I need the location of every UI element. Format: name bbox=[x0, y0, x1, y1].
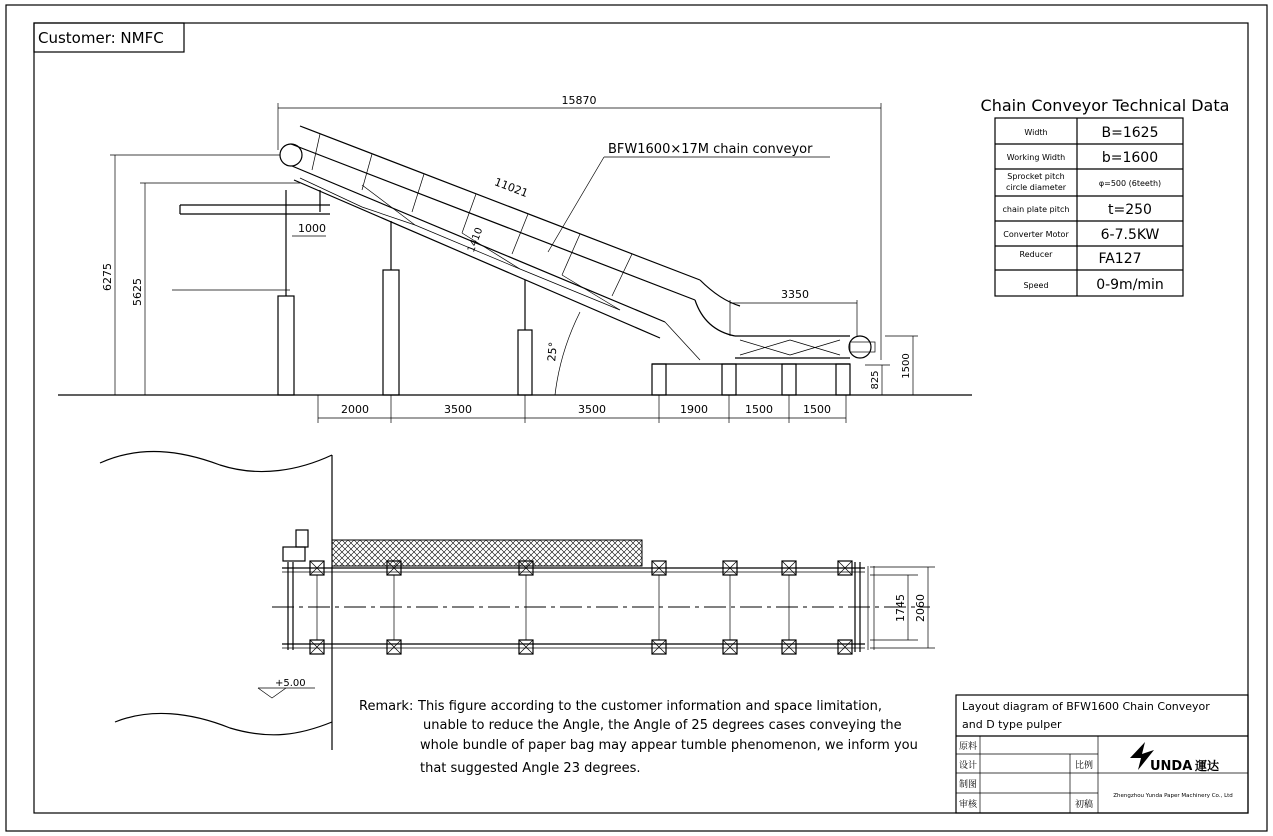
row-width-value: B=1625 bbox=[1101, 125, 1159, 141]
bottom-dim-2: 3500 bbox=[444, 403, 472, 416]
dim-incline-length: 11021 bbox=[492, 175, 530, 201]
row-reducer-label: Reducer bbox=[1019, 250, 1053, 259]
bottom-dim-4: 1900 bbox=[680, 403, 708, 416]
dim-low-height: 825 bbox=[870, 370, 881, 390]
dim-incline-height: 1410 bbox=[465, 226, 486, 254]
bottom-dim-6: 1500 bbox=[803, 403, 831, 416]
tb-scale-label: 比例 bbox=[1074, 761, 1094, 771]
technical-data-table bbox=[981, 96, 1230, 296]
row-chain-pitch-label: chain plate pitch bbox=[1002, 205, 1070, 214]
title-block bbox=[956, 695, 1248, 813]
customer-label: Customer: NMFC bbox=[38, 29, 164, 47]
title-line-2: and D type pulper bbox=[962, 718, 1062, 731]
row-sprocket-value: φ=500 (6teeth) bbox=[1098, 179, 1162, 188]
dim-low-total: 1500 bbox=[901, 353, 912, 379]
angle-label: 25° bbox=[545, 341, 560, 362]
table-title: Chain Conveyor Technical Data bbox=[980, 96, 1230, 115]
row-sprocket-label-wrap bbox=[997, 169, 1075, 196]
tb-row-3: 制图 bbox=[958, 780, 978, 790]
remark-line-4: that suggested Angle 23 degrees. bbox=[420, 761, 641, 776]
company-name: Zhengzhou Yunda Paper Machinery Co., Ltd bbox=[1113, 793, 1233, 799]
dim-height-top: 5625 bbox=[131, 278, 144, 306]
feed-area-hatch bbox=[332, 540, 642, 566]
row-motor-label: Converter Motor bbox=[1003, 230, 1069, 239]
dim-outer-width: 2060 bbox=[914, 594, 927, 622]
supports bbox=[278, 190, 850, 395]
bottom-dim-5: 1500 bbox=[745, 403, 773, 416]
row-width-label: Width bbox=[1024, 128, 1048, 137]
remark-line-2: unable to reduce the Angle, the Angle of 25 degrees cases conveying the bbox=[423, 718, 902, 733]
flat-conveyor bbox=[665, 322, 875, 360]
bottom-dim-3: 3500 bbox=[578, 403, 606, 416]
dim-total-length: 15870 bbox=[561, 94, 597, 107]
conveyor-label: BFW1600×17M chain conveyor bbox=[608, 142, 813, 157]
row-speed-value: 0-9m/min bbox=[1096, 277, 1164, 293]
dim-inner-width: 1745 bbox=[894, 594, 907, 622]
title-line-1: Layout diagram of BFW1600 Chain Conveyor bbox=[962, 700, 1210, 713]
inclined-conveyor bbox=[280, 126, 740, 338]
dim-tail-offset: 1000 bbox=[298, 222, 326, 235]
tb-row-1: 原料 bbox=[958, 742, 978, 752]
row-motor-value: 6-7.5KW bbox=[1100, 227, 1160, 243]
remark-label: Remark: bbox=[359, 699, 414, 714]
company-logo bbox=[1130, 742, 1219, 774]
dim-top-flat: 3350 bbox=[781, 288, 809, 301]
remark bbox=[359, 699, 918, 776]
post-boxes bbox=[310, 561, 852, 654]
level-mark: +5.00 bbox=[275, 678, 306, 689]
logo-cn: 運达 bbox=[1195, 759, 1220, 773]
row-working-width-label: Working Width bbox=[1006, 153, 1066, 162]
row-working-width-value: b=1600 bbox=[1101, 150, 1159, 166]
bottom-dim-1: 2000 bbox=[341, 403, 369, 416]
tail-pulley bbox=[849, 336, 871, 358]
dim-height-total: 6275 bbox=[101, 263, 114, 291]
side-elevation bbox=[58, 94, 972, 423]
logo-text: UNDA bbox=[1150, 759, 1193, 774]
remark-line-3: whole bundle of paper bag may appear tumble phenomenon, we inform you bbox=[420, 738, 918, 753]
remark-line-1: This figure according to the customer information and space limitation, bbox=[418, 699, 883, 714]
tb-first-issue-label: 初稿 bbox=[1074, 800, 1094, 810]
tb-row-4: 审核 bbox=[958, 800, 978, 810]
row-reducer-value: FA127 bbox=[1098, 251, 1142, 267]
row-sprocket-label: Sprocket pitch circle diameter bbox=[1005, 172, 1067, 192]
tb-row-2: 设计 bbox=[958, 761, 978, 771]
row-speed-label: Speed bbox=[1023, 281, 1049, 290]
customer-box bbox=[34, 23, 184, 52]
row-chain-pitch-value: t=250 bbox=[1108, 202, 1152, 218]
